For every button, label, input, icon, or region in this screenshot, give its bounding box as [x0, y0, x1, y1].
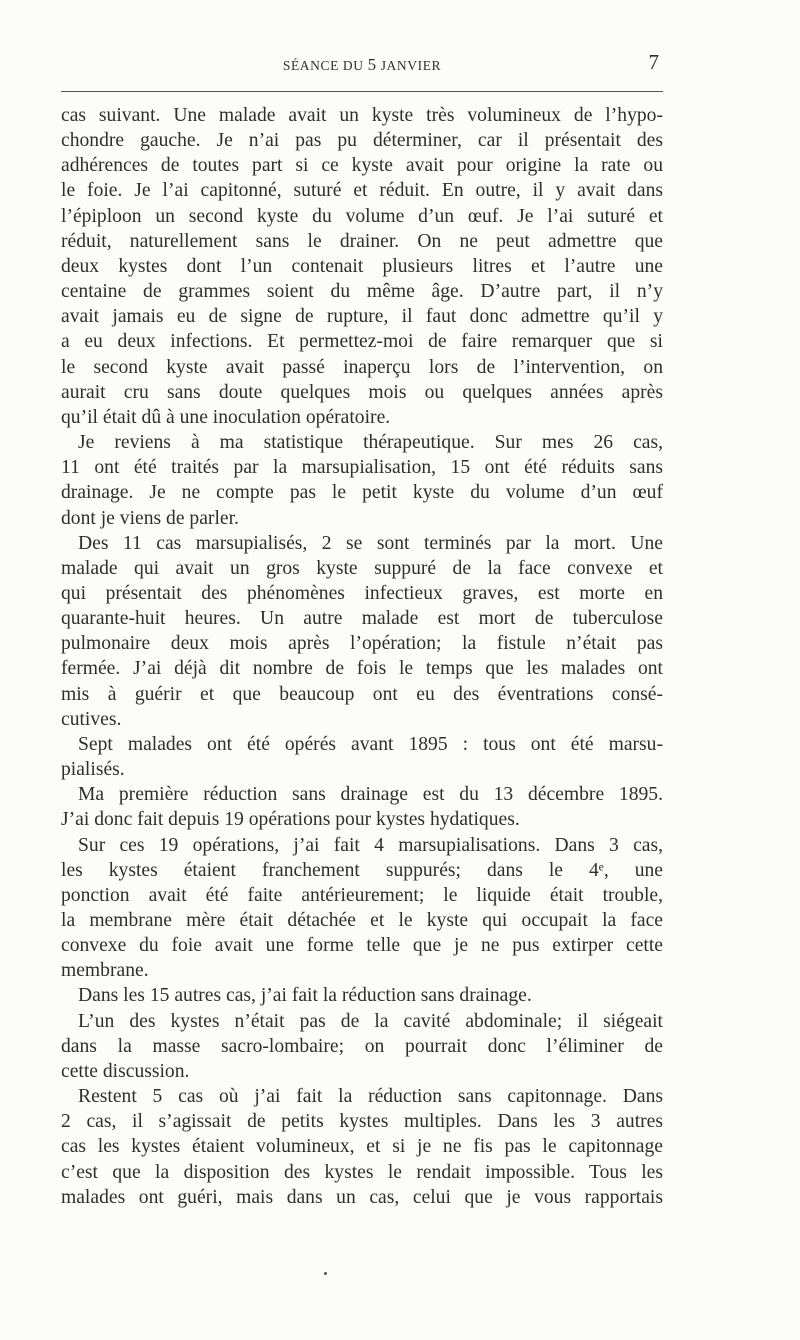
text-line: la membrane mère était détachée et le kyste qui occupait la face [61, 910, 663, 931]
paragraph [61, 833, 663, 984]
text-line: 2 cas, il s’agissait de petits kystes multiples. Dans les 3 autres [61, 1111, 663, 1133]
text-line: ponction avait été faite antérieurement; le liquide était trouble, [61, 884, 663, 906]
text-line: membrane. [61, 960, 149, 982]
text-line: qu’il était dû à une inoculation opératoire. [61, 406, 391, 428]
paragraph [61, 1084, 663, 1210]
text-line: malade qui avait un gros kyste suppuré de la face convexe et [61, 557, 663, 579]
text-line: cas suivant. Une malade avait un kyste très volumineux de l’hypo- [61, 105, 663, 126]
text-line: 11 ont été traités par la marsupialisation, 15 ont été réduits sans [61, 457, 663, 479]
head-title-pre: SÉANCE DU [282, 58, 368, 73]
text-line: convexe du foie avait une forme telle que je ne pus extirper cette [61, 935, 663, 957]
text-line: fermée. J’ai déjà dit nombre de fois le temps que les malades ont [61, 658, 663, 680]
text-line: deux kystes dont l’un contenait plusieurs litres et l’autre une [61, 255, 663, 277]
paragraph [61, 782, 663, 832]
text-line: l’épiploon un second kyste du volume d’un œuf. Je l’ai suturé et [61, 205, 663, 227]
text-line: aurait cru sans doute quelques mois ou quelques années après [61, 381, 663, 403]
head-title-number: 5 [367, 55, 377, 74]
text-line: dont je viens de parler. [61, 507, 239, 529]
text-line: malades ont guéri, mais dans un cas, celui que je vous rapportais [61, 1186, 663, 1208]
running-head [61, 50, 663, 76]
text-line: pulmonaire deux mois après l’opération; la fistule n’était pas [61, 633, 663, 655]
paragraph [61, 103, 663, 430]
text-line: le foie. Je l’ai capitonné, suturé et réduit. En outre, il y avait dans [61, 180, 663, 202]
text-line: mis à guérir et que beaucoup ont eu des éventrations consé- [61, 683, 663, 705]
text-line: centaine de grammes soient du même âge. D’autre part, il n’y [61, 281, 663, 303]
text-line: Ma première réduction sans drainage est du 13 décembre 1895. [78, 784, 663, 806]
text-line: cette discussion. [61, 1060, 190, 1082]
paragraph [61, 983, 663, 1008]
text-line: quarante-huit heures. Un autre malade est mort de tuberculose [61, 608, 663, 630]
head-title-post: JANVIER [376, 58, 442, 73]
text-line: chondre gauche. Je n’ai pas pu déterminer, car il présentait des [61, 130, 663, 152]
paragraph [61, 1009, 663, 1084]
paragraph [61, 531, 663, 732]
header-rule [61, 91, 663, 92]
paragraph [61, 430, 663, 531]
text-line: réduit, naturellement sans le drainer. On ne peut admettre que [61, 230, 663, 252]
text-line: Sur ces 19 opérations, j’ai fait 4 marsupialisations. Dans 3 cas, [78, 834, 663, 856]
text-line: pialisés. [61, 759, 125, 781]
paragraph [61, 732, 663, 782]
text-line: Sept malades ont été opérés avant 1895 : tous ont été marsu- [78, 733, 663, 755]
text-line: qui présentait des phénomènes infectieux graves, est morte en [61, 582, 663, 604]
text-line: dans la masse sacro-lombaire; on pourrait donc l’éliminer de [61, 1035, 663, 1057]
text-line: J’ai donc fait depuis 19 opérations pour kystes hydatiques. [61, 809, 520, 831]
text-line: a eu deux infections. Et permettez-moi de faire remarquer que si [61, 331, 663, 353]
body-text [61, 103, 663, 1210]
text-line: Dans les 15 autres cas, j’ai fait la réduction sans drainage. [78, 985, 532, 1007]
text-line: cutives. [61, 708, 122, 730]
scan-speck [324, 1272, 327, 1275]
text-line: les kystes étaient franchement suppurés; dans le 4ᵉ, une [61, 859, 663, 881]
text-line: c’est que la disposition des kystes le rendait impossible. Tous les [61, 1161, 663, 1183]
text-line: Restent 5 cas où j’ai fait la réduction sans capitonnage. Dans [78, 1086, 663, 1108]
text-line: drainage. Je ne compte pas le petit kyste du volume d’un œuf [61, 482, 663, 504]
text-line: Des 11 cas marsupialisés, 2 se sont terminés par la mort. Une [78, 532, 663, 554]
running-head-title [61, 55, 663, 75]
text-line: avait jamais eu de signe de rupture, il faut donc admettre qu’il y [61, 306, 663, 328]
text-line: cas les kystes étaient volumineux, et si je ne fis pas le capitonnage [61, 1136, 663, 1158]
page-number: 7 [648, 50, 659, 74]
text-line: L’un des kystes n’était pas de la cavité abdominale; il siégeait [78, 1010, 663, 1032]
text-line: Je reviens à ma statistique thérapeutique. Sur mes 26 cas, [78, 432, 663, 454]
text-line: adhérences de toutes part si ce kyste avait pour origine la rate ou [61, 155, 663, 177]
text-line: le second kyste avait passé inaperçu lors de l’intervention, on [61, 356, 663, 378]
